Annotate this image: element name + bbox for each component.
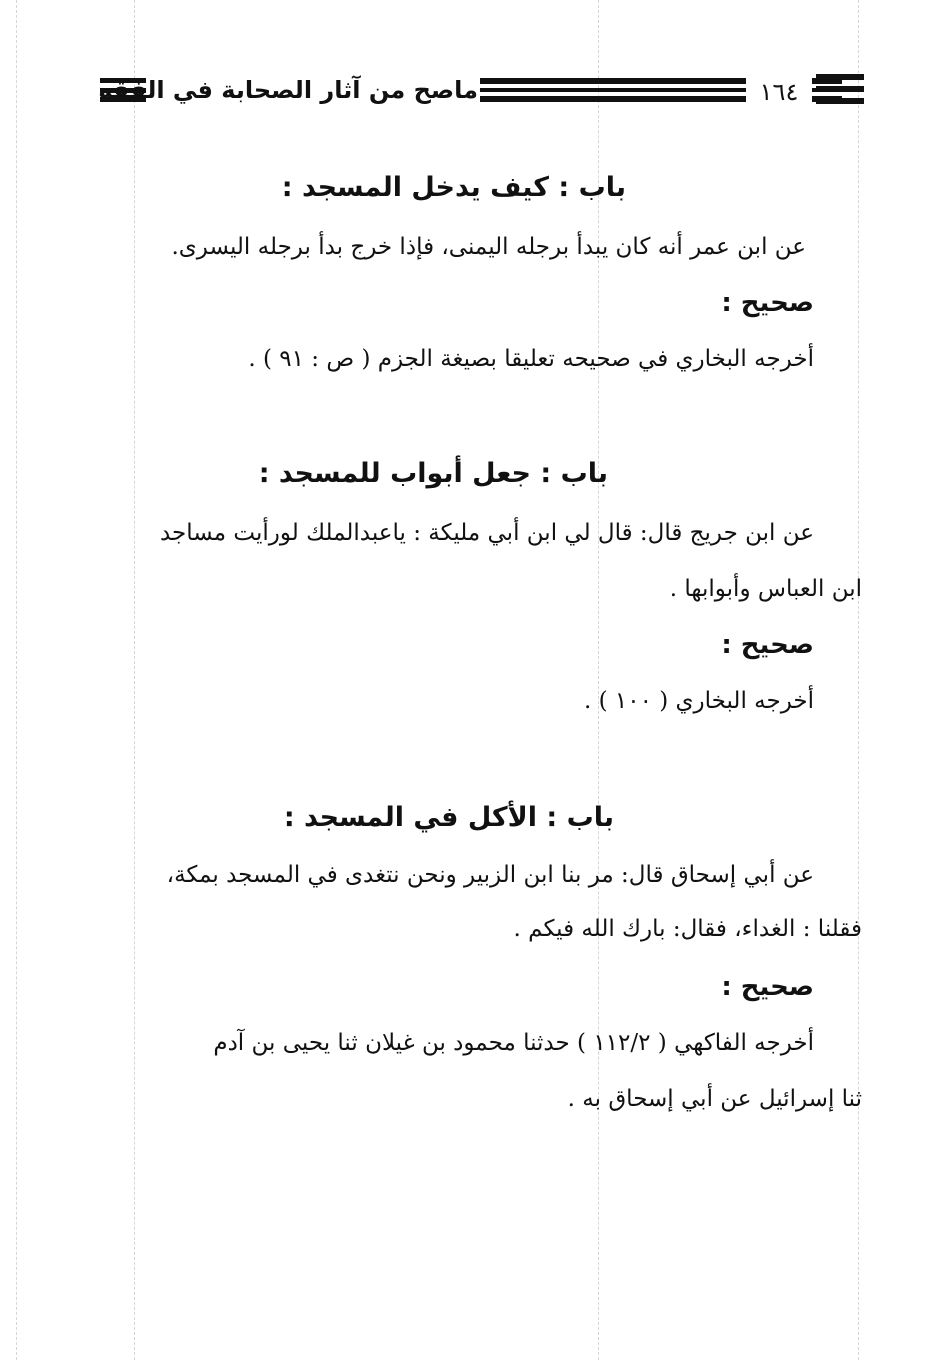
running-header [96,70,866,114]
header-rule-right [816,74,864,104]
source-line: أخرجه البخاري في صحيحه تعليقا بصيغة الجزم ( ص : ٩١ ) . [248,346,814,372]
section-heading: باب : الأكل في المسجد : [283,802,614,833]
source-line: أخرجه البخاري ( ١٠٠ ) . [583,688,814,714]
book-title: ماصح من آثار الصحابة في الفقه [98,76,478,104]
narration-line: ابن العباس وأبوابها . [669,576,862,602]
grade-label: صحيح : [721,972,814,1002]
section-heading: باب : جعل أبواب للمسجد : [258,458,608,489]
scan-guide-line [598,0,599,1360]
scan-guide-line [134,0,135,1360]
scan-guide-line [858,0,859,1360]
page-number: ١٦٤ [746,78,812,106]
grade-label: صحيح : [721,288,814,318]
grade-label: صحيح : [721,630,814,660]
scan-guide-line [16,0,17,1360]
narration-line: عن ابن عمر أنه كان يبدأ برجله اليمنى، فإذا خرج بدأ برجله اليسرى. [171,234,806,260]
source-line: أخرجه الفاكهي ( ١١٢/٢ ) حدثنا محمود بن غيلان ثنا يحيى بن آدم [213,1030,814,1056]
narration-line: عن ابن جريج قال: قال لي ابن أبي مليكة : ياعبدالملك لورأيت مساجد [159,520,814,546]
narration-line: عن أبي إسحاق قال: مر بنا ابن الزبير ونحن نتغدى في المسجد بمكة، [166,862,814,888]
narration-line: فقلنا : الغداء، فقال: بارك الله فيكم . [513,916,862,942]
source-line: ثنا إسرائيل عن أبي إسحاق به . [567,1086,862,1112]
section-heading: باب : كيف يدخل المسجد : [281,172,626,203]
